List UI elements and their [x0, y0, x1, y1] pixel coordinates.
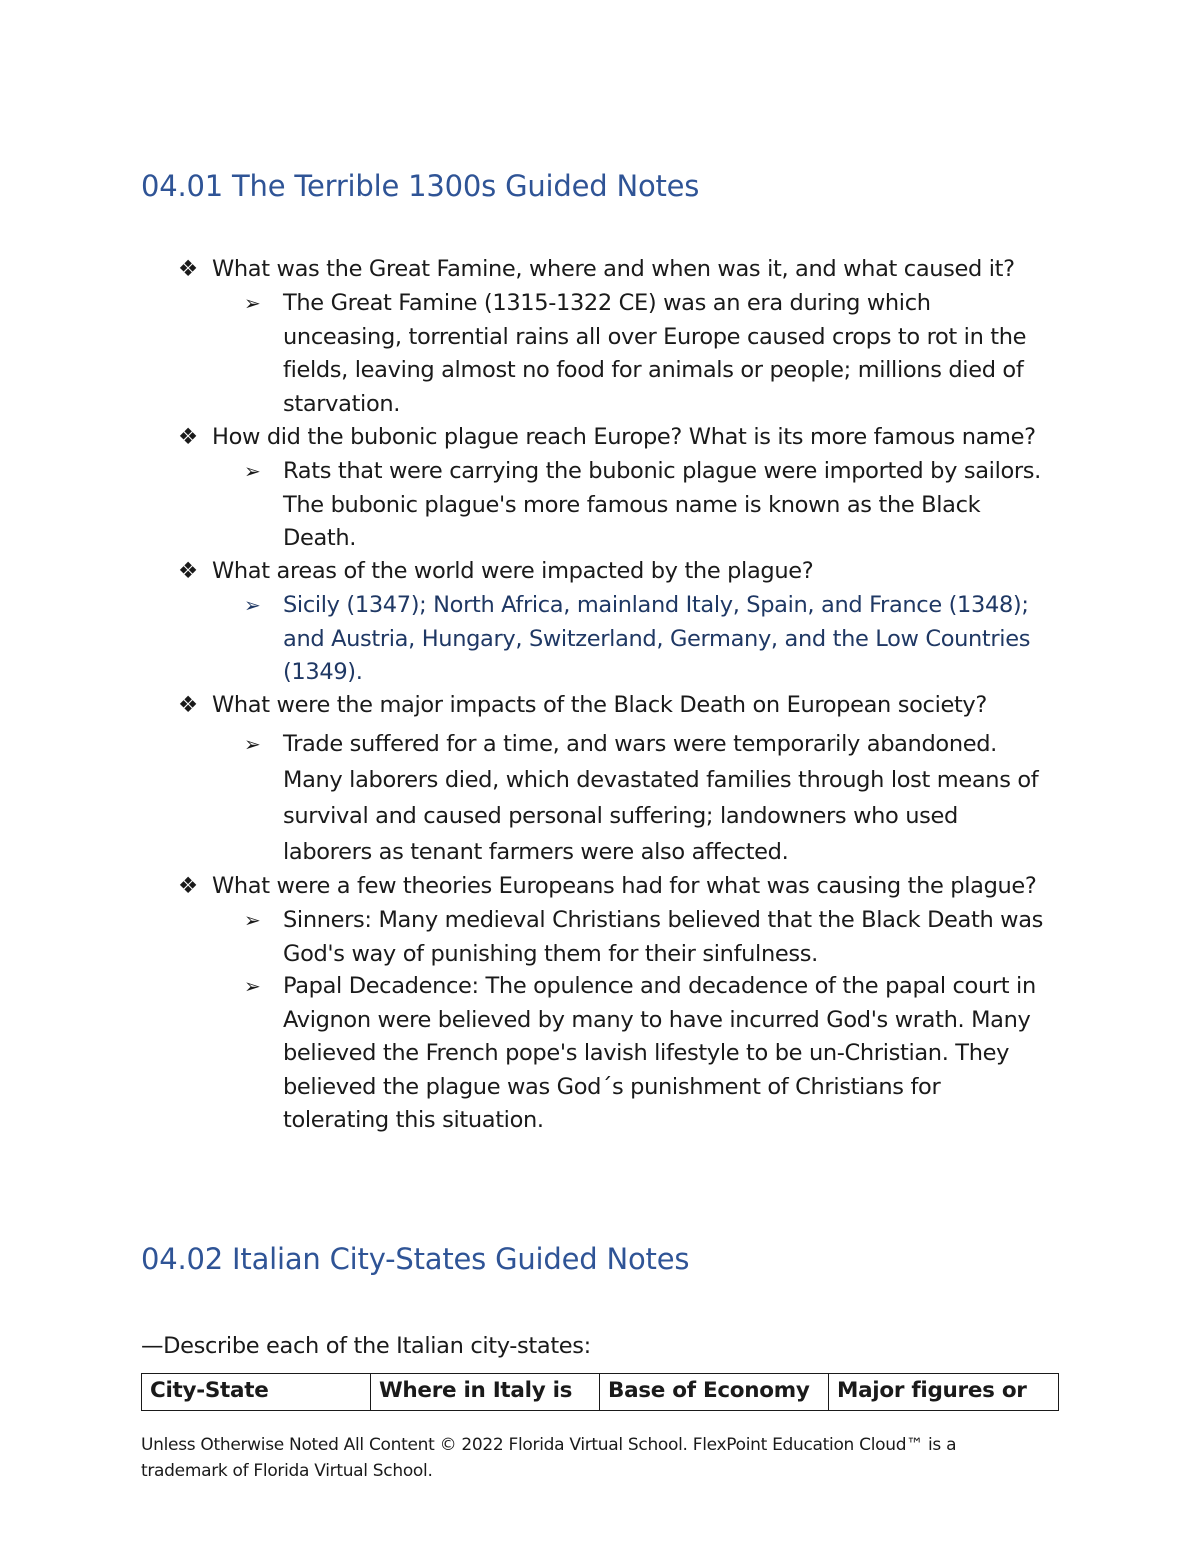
answer-item [244, 904, 1044, 971]
answer-text: Sicily (1347); North Africa, mainland Italy, Spain, and France (1348); and Austria, Hungary, Switzerland, Germany, and the Low Countries (1349). [283, 592, 1031, 685]
section-title-0402: 04.02 Italian City-States Guided Notes [141, 1242, 690, 1276]
answer-text: The Great Famine (1315-1322 CE) was an era during which unceasing, torrential rains all over Europe caused crops to rot in the fields, leaving almost no food for animals or people; millions died of starvation. [283, 290, 1027, 417]
arrowhead-bullet-icon: ➢ [244, 974, 261, 998]
arrowhead-bullet-icon: ➢ [244, 459, 261, 483]
answer-item [244, 455, 1044, 556]
question-text: What were a few theories Europeans had for what was causing the plague? [212, 873, 1037, 899]
arrowhead-bullet-icon: ➢ [244, 593, 261, 617]
column-header: Base of Economy [600, 1374, 829, 1411]
column-header: Major figures or [829, 1374, 1059, 1411]
arrowhead-bullet-icon: ➢ [244, 291, 261, 315]
table-header-row [142, 1374, 1059, 1411]
diamond-bullet-icon: ❖ [178, 692, 198, 718]
copyright-footer [141, 1433, 1041, 1484]
arrowhead-bullet-icon: ➢ [244, 908, 261, 932]
column-header: Where in Italy is [371, 1374, 600, 1411]
answer-item [244, 726, 1044, 870]
answer-text: Papal Decadence: The opulence and decadence of the papal court in Avignon were believed by many to have incurred God's wrath. Many believed the French pope's lavish lifestyle to be un-Christian. They believed the plague was God´s punishment of Christians for tolerating this situation. [283, 973, 1036, 1133]
arrowhead-bullet-icon: ➢ [244, 732, 261, 756]
question-text: How did the bubonic plague reach Europe? What is its more famous name? [212, 424, 1036, 450]
diamond-bullet-icon: ❖ [178, 256, 198, 282]
answer-text: Trade suffered for a time, and wars were temporarily abandoned. Many laborers died, which devastated families through lost means of survival and caused personal suffering; landowners who used laborers as tenant farmers were also affected. [283, 731, 1039, 865]
footer-line: Unless Otherwise Noted All Content © 2022 Florida Virtual School. FlexPoint Education Cloud™ is a [141, 1435, 957, 1455]
question-text: What areas of the world were impacted by the plague? [212, 558, 814, 584]
diamond-bullet-icon: ❖ [178, 424, 198, 450]
question-text: What was the Great Famine, where and when was it, and what caused it? [212, 256, 1015, 282]
city-states-table [141, 1373, 1059, 1411]
answer-text: Sinners: Many medieval Christians believed that the Black Death was God's way of punishing them for their sinfulness. [283, 907, 1044, 967]
footer-line: trademark of Florida Virtual School. [141, 1460, 433, 1481]
question-text: What were the major impacts of the Black Death on European society? [212, 692, 987, 718]
answer-item [244, 287, 1044, 421]
diamond-bullet-icon: ❖ [178, 873, 198, 899]
answer-text: Rats that were carrying the bubonic plague were imported by sailors. The bubonic plague's more famous name is known as the Black Death. [283, 458, 1041, 551]
answer-item [244, 970, 1044, 1138]
answer-item [244, 589, 1044, 690]
table-intro: —Describe each of the Italian city-states: [141, 1333, 591, 1359]
column-header: City-State [142, 1374, 371, 1411]
diamond-bullet-icon: ❖ [178, 558, 198, 584]
section-title-0401: 04.01 The Terrible 1300s Guided Notes [141, 169, 700, 203]
